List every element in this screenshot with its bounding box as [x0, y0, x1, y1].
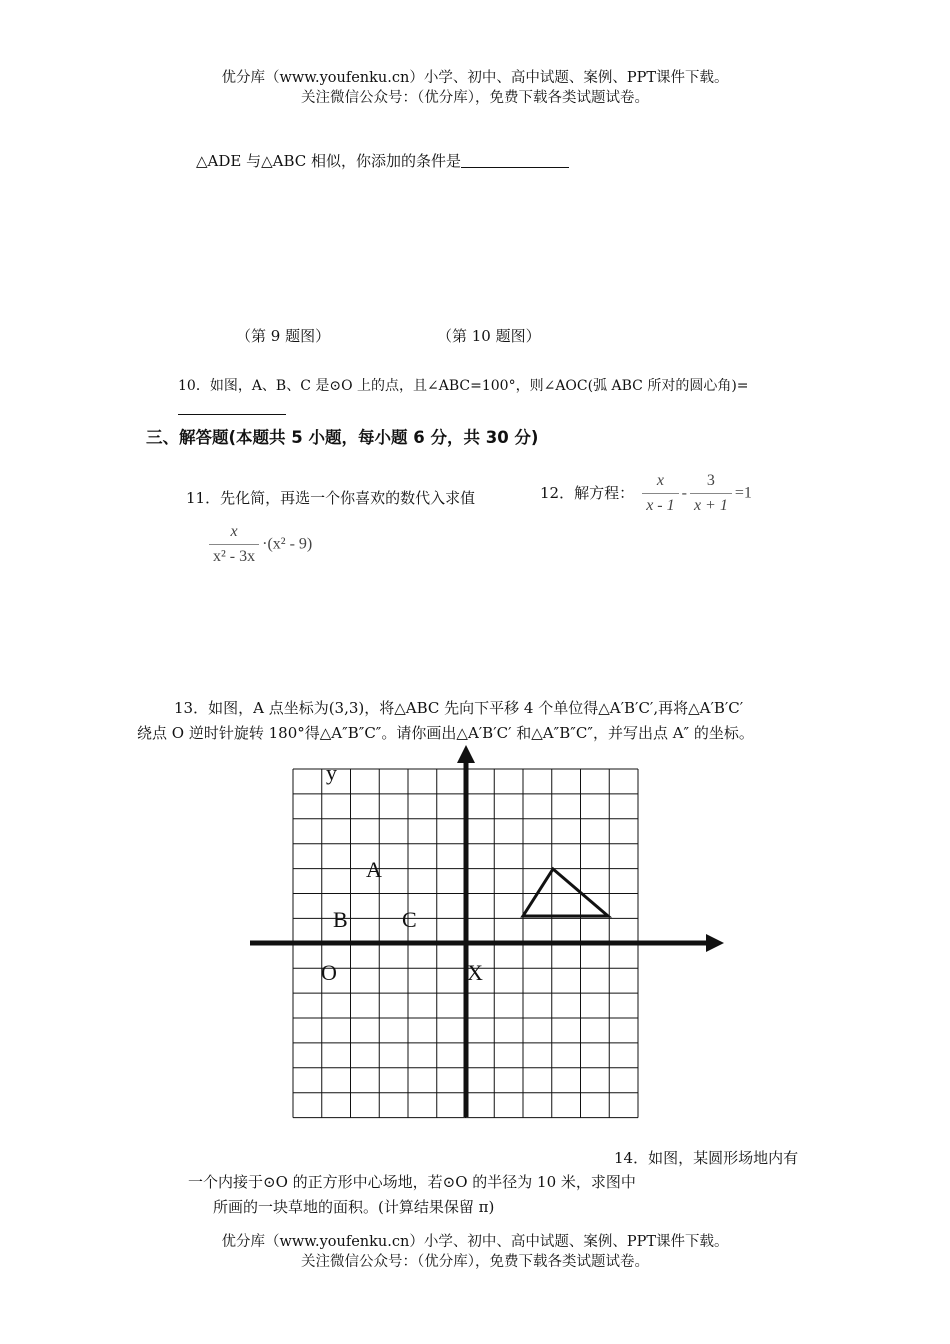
- question-14-line-1: 14．如图，某圆形场地内有: [614, 1149, 799, 1167]
- triangle-abc: [523, 869, 608, 916]
- label-y: y: [326, 760, 337, 785]
- label-c: C: [402, 907, 417, 932]
- footer-line-1: 优分库（www.youfenku.cn）小学、初中、高中试题、案例、PPT课件下载。: [221, 1234, 729, 1250]
- denominator: x + 1: [690, 493, 732, 515]
- question-11: 11．先化简，再选一个你喜欢的数代入求值: [186, 489, 476, 507]
- section-3-title: 三、解答题(本题共 5 小题，每小题 6 分，共 30 分): [146, 428, 539, 447]
- x-axis-arrow-icon: [706, 934, 724, 952]
- denominator: x - 1: [642, 493, 678, 515]
- header-line-1: 优分库（www.youfenku.cn）小学、初中、高中试题、案例、PPT课件下载。: [221, 70, 729, 86]
- question-13-line-2: 绕点 O 逆时针旋转 180°得△A″B″C″。请你画出△A′B′C′ 和△A″B″C″，并写出点 A″ 的坐标。: [137, 724, 754, 742]
- numerator: 3: [706, 472, 715, 489]
- footer-line-2: 关注微信公众号：（优分库），免费下载各类试题试卷。: [301, 1254, 649, 1270]
- caption-fig10: （第 10 题图）: [437, 327, 541, 345]
- factor: ·(x² - 9): [262, 535, 313, 553]
- question-14-line-3: 所画的一块草地的面积。(计算结果保留 π): [213, 1198, 495, 1216]
- y-axis-arrow-icon: [457, 745, 475, 763]
- question-10: 10．如图，A、B、C 是⊙O 上的点，且∠ABC=100°，则∠AOC(弧 ABC 所对的圆心角)=: [178, 378, 749, 394]
- label-x: X: [467, 960, 483, 985]
- question-14-line-2: 一个内接于⊙O 的正方形中心场地，若⊙O 的半径为 10 米，求图中: [188, 1173, 636, 1191]
- numerator: x: [230, 523, 238, 540]
- header-line-2: 关注微信公众号：（优分库），免费下载各类试题试卷。: [301, 90, 649, 106]
- numerator: x: [656, 472, 664, 489]
- label-o: O: [321, 960, 337, 985]
- question-13-line-1: 13．如图，A 点坐标为(3,3)，将△ABC 先向下平移 4 个单位得△A′B′C′,再将△A′B′C′: [174, 699, 744, 717]
- label-a: A: [366, 857, 382, 882]
- caption-fig9: （第 9 题图）: [236, 327, 331, 345]
- question-12-text: 12．解方程：: [540, 484, 635, 503]
- right-hand-side: =1: [734, 484, 752, 502]
- minus-sign: -: [681, 484, 687, 502]
- question-9-text: △ADE 与△ABC 相似，你添加的条件是: [196, 152, 462, 170]
- denominator: x² - 3x: [209, 544, 259, 566]
- label-b: B: [333, 907, 348, 932]
